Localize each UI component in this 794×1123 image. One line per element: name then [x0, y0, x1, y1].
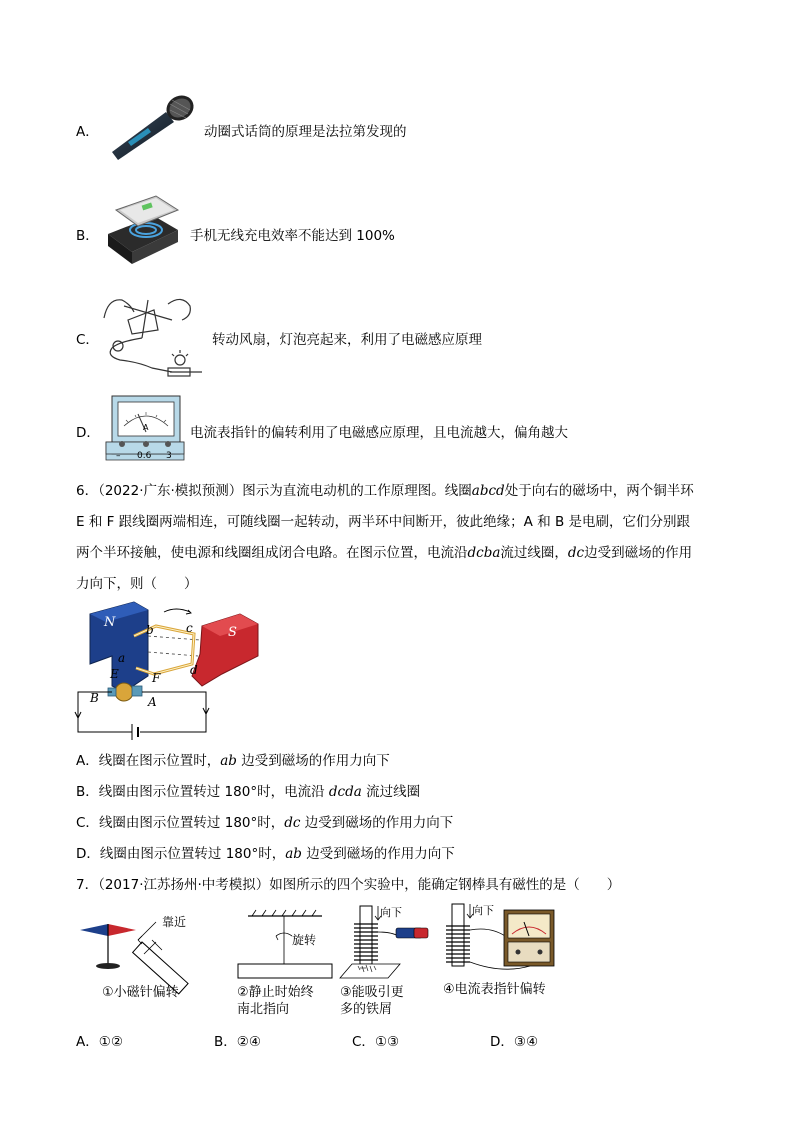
q6-number: 6． [76, 483, 99, 499]
option-d-letter: D． [76, 425, 100, 441]
q6-line-3: 两个半环接触，使电源和线圈组成闭合电路。在图示位置，电流沿dcba流过线圈，dc边受到磁场的作用 [76, 545, 693, 561]
q7-stem: 7．（2017·江苏扬州·中考模拟）如图所示的四个实验中，能确定钢棒具有磁性的是（ ） [76, 877, 621, 893]
q6-var-path: dcba [467, 545, 501, 561]
q6-line-1: 6．（2022·广东·模拟预测）图示为直流电动机的工作原理图。线圈abcd处于向右的磁场中，两个铜半环 [76, 483, 694, 499]
q6-source: （2022·广东·模拟预测） [98, 483, 243, 499]
option-c-letter: C． [76, 332, 99, 348]
q6-option-d: D．线圈由图示位置转过 180°时，ab 边受到磁场的作用力向下 [76, 846, 455, 862]
diagram-label-a: a [118, 651, 126, 665]
fig3-tag: 向下 [380, 906, 402, 919]
q7-figure-1 [78, 912, 208, 984]
microphone-icon [108, 90, 198, 162]
q7-option-d: D．③④ [490, 1034, 539, 1050]
fig1-caption: ①小磁针偏转 [102, 985, 179, 1000]
q7-option-b: B．②④ [214, 1034, 261, 1050]
ammeter-scale-label: A [143, 423, 149, 432]
q7-figure-4 [442, 900, 562, 980]
q6-option-c: C．线圈由图示位置转过 180°时，dc 边受到磁场的作用力向下 [76, 815, 454, 831]
ammeter-terminal-06: 0.6 [137, 451, 152, 461]
option-b-text: 手机无线充电效率不能达到 100% [190, 228, 395, 244]
fig2-tag: 旋转 [292, 933, 317, 947]
fan-bulb-circuit-icon [98, 290, 208, 382]
q7-figure-3 [338, 902, 438, 984]
q7-source: （2017·江苏扬州·中考模拟） [98, 877, 270, 893]
fig2-caption-1: ②静止时始终 [237, 985, 314, 1000]
fig2-caption-2: 南北指向 [237, 1002, 290, 1017]
option-a-letter: A． [76, 124, 99, 140]
option-b-letter: B． [76, 228, 99, 244]
diagram-label-e: E [110, 667, 119, 681]
option-a-text: 动圈式话筒的原理是法拉第发现的 [204, 124, 407, 140]
dc-motor-diagram [72, 596, 272, 742]
option-d-text: 电流表指针的偏转利用了电磁感应原理，且电流越大，偏角越大 [190, 425, 568, 441]
diagram-label-f: F [152, 671, 161, 685]
q6-var-edge: dc [567, 545, 585, 561]
q6-var-coil: abcd [471, 483, 505, 499]
diagram-label-n: N [104, 615, 116, 630]
diagram-label-brush-a: A [148, 695, 157, 709]
fig1-tag: 靠近 [162, 915, 187, 929]
ammeter-icon [104, 392, 184, 462]
q7-number: 7． [76, 877, 99, 893]
diagram-label-brush-b: B [90, 691, 99, 705]
q7-option-a: A．①② [76, 1034, 123, 1050]
wireless-charger-icon [102, 190, 184, 268]
fig3-caption-2: 多的铁屑 [340, 1002, 393, 1017]
q6-option-a: A．线圈在图示位置时，ab 边受到磁场的作用力向下 [76, 753, 390, 769]
fig3-caption-1: ③能吸引更 [340, 985, 404, 1000]
diagram-label-s: S [228, 625, 237, 640]
q7-figure-2 [236, 910, 336, 982]
ammeter-terminal-neg: – [116, 451, 121, 461]
ammeter-terminal-3: 3 [166, 451, 172, 461]
q6-line-2: E 和 F 跟线圈两端相连，可随线圈一起转动，两半环中间断开，彼此绝缘；A 和 B 是电刷，它们分别跟 [76, 514, 691, 530]
diagram-label-c: c [186, 621, 193, 635]
option-c-text: 转动风扇，灯泡亮起来，利用了电磁感应原理 [212, 332, 482, 348]
q6-line-4: 力向下，则（ ） [76, 576, 198, 592]
fig4-tag: 向下 [472, 904, 494, 917]
q7-option-c: C．①③ [352, 1034, 400, 1050]
diagram-label-b: b [146, 623, 154, 637]
diagram-label-d: d [190, 663, 198, 677]
fig4-caption: ④电流表指针偏转 [443, 982, 546, 997]
q6-option-b: B．线圈由图示位置转过 180°时，电流沿 dcda 流过线圈 [76, 784, 421, 800]
